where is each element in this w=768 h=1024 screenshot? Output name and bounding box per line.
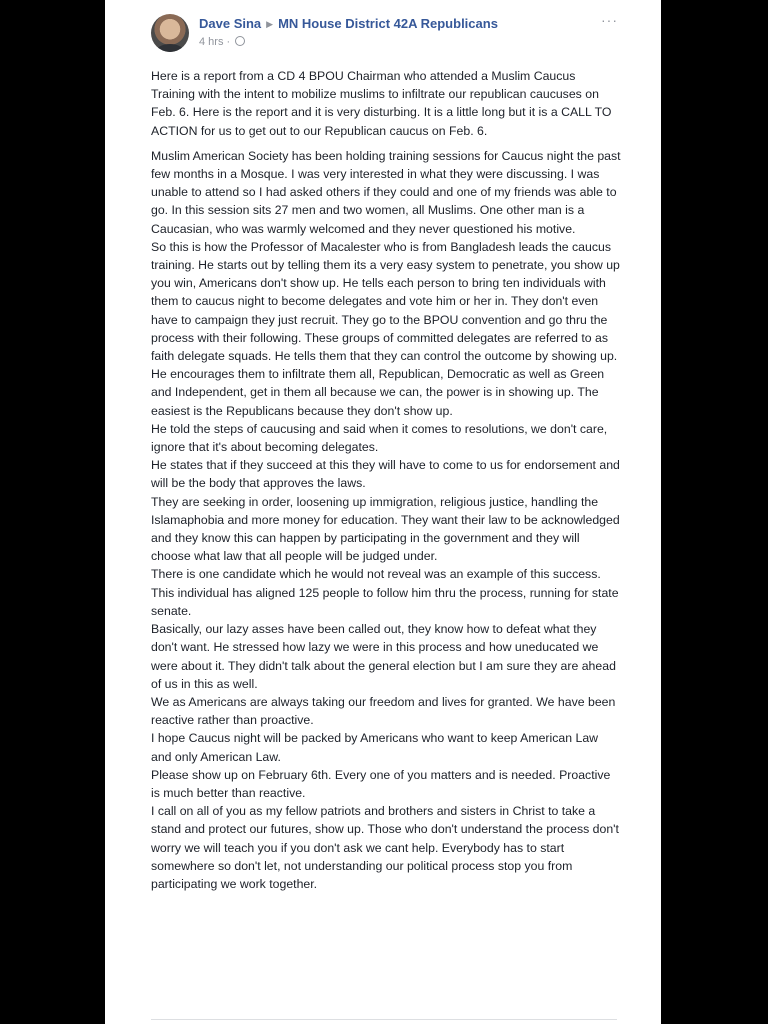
post-paragraph: We as Americans are always taking our freedom and lives for granted. We have been reactive rather than proactive. [151, 694, 616, 728]
author-name[interactable]: Dave Sina [199, 16, 262, 31]
post-paragraph: He states that if they succeed at this they will have to come to us for endorsement and will be the body that approves the laws. [151, 458, 620, 491]
more-options-icon[interactable]: ··· [601, 12, 618, 28]
post-paragraph: He told the steps of caucusing and said when it comes to resolutions, we don't care, ignore that it's about becoming delegates. [151, 421, 608, 455]
avatar-figure [155, 44, 185, 52]
globe-icon [235, 36, 245, 46]
letterbox-right [661, 0, 768, 1024]
post-paragraph: Here is a report from a CD 4 BPOU Chairman who attended a Muslim Caucus Training with the intent to mobilize muslims to infiltrate our republican caucuses on Feb. 6. Here is the report and it is very disturbing. It is a little long but it is a CALL TO ACTION for us to get out to our Republican caucus on Feb. 6. [151, 69, 612, 138]
group-name[interactable]: MN House District 42A Republicans [278, 16, 498, 31]
post-paragraph: So this is how the Professor of Macalester who is from Bangladesh leads the caucus training. He starts out by telling them its a very easy system to penetrate, you show up you win, Americans don't show up. He tells each person to bring ten individuals with them to caucus night to become delegates and vote him or her in. They don't even have to campaign they just recruit. They go to the BPOU convention and go thru the process with their following. These groups of committed delegates are referred to as faith delegate squads. He tells them that they can control the outcome by showing up. He encourages them to infiltrate them all, Republican, Democratic as well as Green and Independent, get in them all because we can, the power is in showing up. The easiest is the Republicans because they don't show up. [151, 239, 620, 418]
post-body [151, 67, 621, 893]
divider [151, 1019, 617, 1020]
avatar[interactable] [151, 14, 189, 52]
post-timestamp[interactable]: 4 hrs [199, 36, 224, 48]
post-paragraph: I call on all of you as my fellow patriots and brothers and sisters in Christ to take a stand and protect our futures, show up. Those who don't understand the process don't worry we will teach you if you don't ask we cant help. Everybody has to start somewhere so don't let, not understanding our political process stop you from participating we work together. [151, 804, 619, 891]
meta-separator: · [226, 36, 231, 48]
post-card [139, 0, 628, 1024]
post-header [199, 16, 498, 31]
post-meta [199, 36, 245, 48]
post-paragraph: There is one candidate which he would not reveal was an example of this success. This individual has aligned 125 people to follow him thru the process, running for state senate. [151, 567, 619, 618]
post-paragraph: Muslim American Society has been holding training sessions for Caucus night the past few months in a Mosque. I was very interested in what they were discussing. I was unable to attend so I had asked others if they could and one of my friends was able to go. In this session sits 27 men and two women, all Muslims. One other man is a Caucasian, who was warmly welcomed and they never questioned his motive. [151, 148, 621, 236]
post-paragraph: They are seeking in order, loosening up immigration, religious justice, handling the Islamaphobia and more money for education. They want their law to be acknowledged and they know this can happen by participating in the government and they will choose what law that all people will be judged under. [151, 494, 620, 564]
right-triangle-icon: ▶ [266, 19, 274, 29]
post-paragraph: I hope Caucus night will be packed by Americans who want to keep American Law and only American Law. [151, 731, 599, 764]
post-paragraph: Basically, our lazy asses have been called out, they know how to defeat what they don't want. He stressed how lazy we were in this process and how uneducated we were about it. They didn't talk about the general election but I am sure they are ahead of us in this as well. [151, 622, 616, 691]
post-paragraph: Please show up on February 6th. Every one of you matters and is needed. Proactive is much better than reactive. [151, 767, 611, 800]
letterbox-left [0, 0, 105, 1024]
